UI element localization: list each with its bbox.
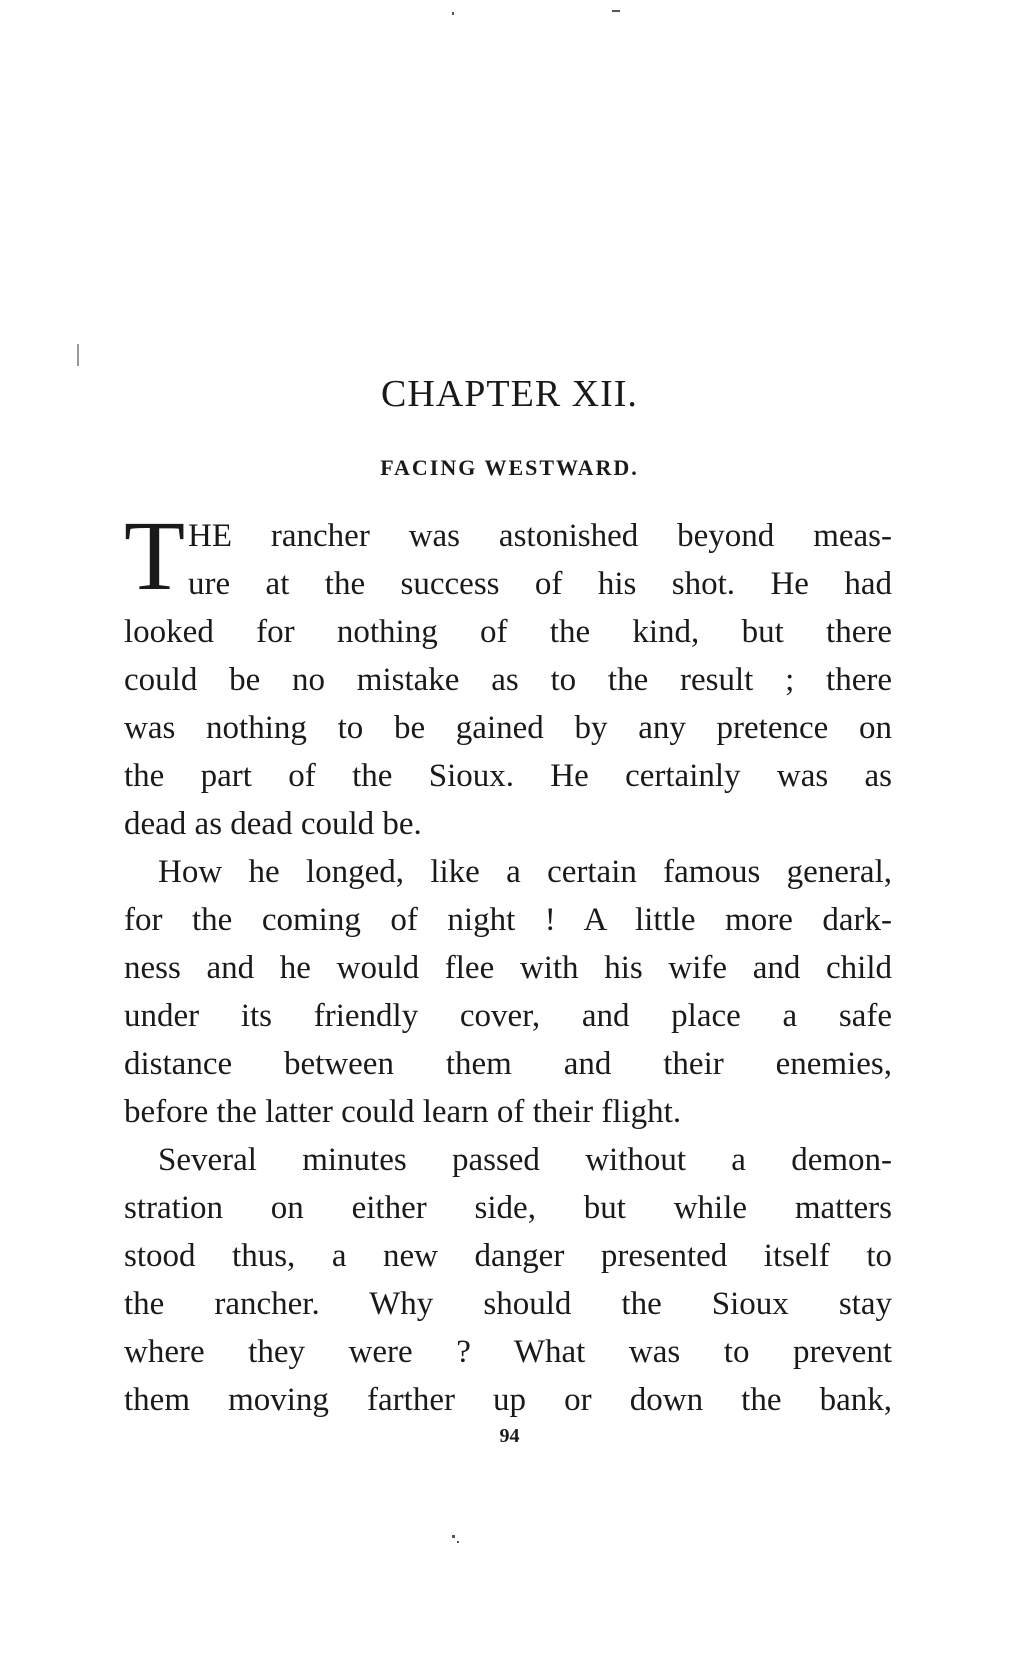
chapter-title: CHAPTER XII. (381, 373, 638, 415)
text-line: before the latter could learn of their flight. (124, 1094, 682, 1130)
text-line: the part of the Sioux. He certainly was as (124, 758, 892, 794)
text-line: HE rancher was astonished beyond meas- (188, 518, 892, 554)
scan-speck (612, 10, 620, 12)
text-line: ure at the success of his shot. He had (188, 566, 892, 602)
text-line: ness and he would flee with his wife and child (124, 950, 892, 986)
text-line: under its friendly cover, and place a safe (124, 998, 892, 1034)
scan-speck (457, 1541, 459, 1543)
text-line: them moving farther up or down the bank, (124, 1382, 892, 1418)
paragraph-2 (124, 848, 892, 1136)
scan-speck (452, 12, 454, 15)
text-line: where they were ? What was to prevent (124, 1334, 892, 1370)
text-line: stood thus, a new danger presented itself to (124, 1238, 892, 1274)
scan-speck (77, 344, 79, 366)
text-line: dead as dead could be. (124, 806, 422, 842)
paragraph-3 (124, 1136, 892, 1424)
scan-speck (452, 1535, 455, 1538)
paragraph-1 (124, 500, 892, 848)
drop-cap: T (124, 500, 186, 611)
text-line: Several minutes passed without a demon- (158, 1142, 892, 1178)
chapter-subtitle: FACING WESTWARD. (380, 455, 639, 480)
text-line: could be no mistake as to the result ; there (124, 662, 892, 698)
page-number: 94 (499, 1425, 520, 1447)
text-line: How he longed, like a certain famous general, (158, 854, 892, 890)
text-line: was nothing to be gained by any pretence on (124, 710, 892, 746)
text-line: the rancher. Why should the Sioux stay (124, 1286, 892, 1322)
text-line: stration on either side, but while matters (124, 1190, 892, 1226)
text-line: distance between them and their enemies, (124, 1046, 892, 1082)
text-line: for the coming of night ! A little more dark- (124, 902, 892, 938)
text-line: looked for nothing of the kind, but there (124, 614, 892, 650)
